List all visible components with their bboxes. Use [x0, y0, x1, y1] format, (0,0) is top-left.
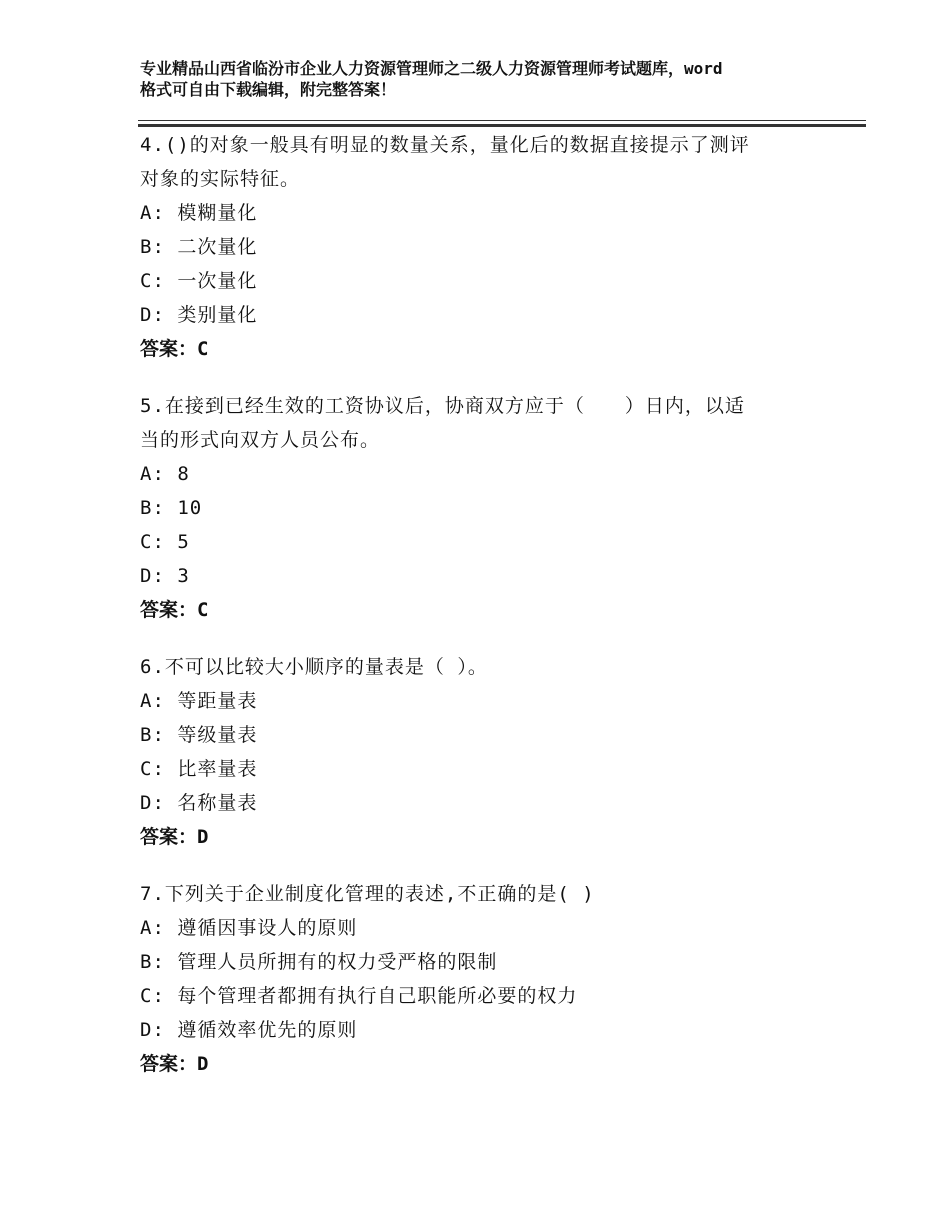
question-stem-line: 4.()的对象一般具有明显的数量关系，量化后的数据直接提示了测评: [140, 134, 750, 156]
option-c: C: 比率量表: [140, 758, 258, 780]
option-b: B: 二次量化: [140, 236, 258, 258]
header-divider-thin: [138, 120, 866, 121]
answer-line: 答案：C: [140, 338, 209, 360]
option-b: B: 管理人员所拥有的权力受严格的限制: [140, 951, 498, 973]
header-line-1: 专业精品山西省临汾市企业人力资源管理师之二级人力资源管理师考试题库，word: [140, 59, 723, 78]
question-stem-line: 7.下列关于企业制度化管理的表述,不正确的是( ): [140, 883, 595, 905]
document-header: [140, 58, 840, 100]
question-stem-line: 当的形式向双方人员公布。: [140, 429, 381, 451]
option-a: A: 8: [140, 463, 190, 485]
option-a: A: 模糊量化: [140, 202, 258, 224]
question-stem-line: 6.不可以比较大小顺序的量表是（ ）。: [140, 656, 488, 678]
option-b: B: 等级量表: [140, 724, 258, 746]
option-c: C: 5: [140, 531, 190, 553]
question-block: [140, 877, 820, 1081]
answer-line: 答案：D: [140, 826, 209, 848]
option-b: B: 10: [140, 497, 203, 519]
answer-line: 答案：D: [140, 1053, 209, 1075]
option-a: A: 遵循因事设人的原则: [140, 917, 358, 939]
header-divider-thick: [138, 124, 866, 127]
question-stem-line: 5.在接到已经生效的工资协议后，协商双方应于（ ）日内，以适: [140, 395, 745, 417]
option-d: D: 遵循效率优先的原则: [140, 1019, 358, 1041]
answer-line: 答案：C: [140, 599, 209, 621]
option-d: D: 名称量表: [140, 792, 258, 814]
option-d: D: 3: [140, 565, 190, 587]
question-block: [140, 389, 820, 627]
option-c: C: 每个管理者都拥有执行自己职能所必要的权力: [140, 985, 578, 1007]
question-stem-line: 对象的实际特征。: [140, 168, 301, 190]
header-line-2: 格式可自由下载编辑，附完整答案！: [140, 80, 397, 99]
question-block: [140, 650, 820, 854]
option-d: D: 类别量化: [140, 304, 258, 326]
option-a: A: 等距量表: [140, 690, 258, 712]
question-block: [140, 128, 820, 366]
question-list: [140, 128, 820, 1104]
option-c: C: 一次量化: [140, 270, 258, 292]
